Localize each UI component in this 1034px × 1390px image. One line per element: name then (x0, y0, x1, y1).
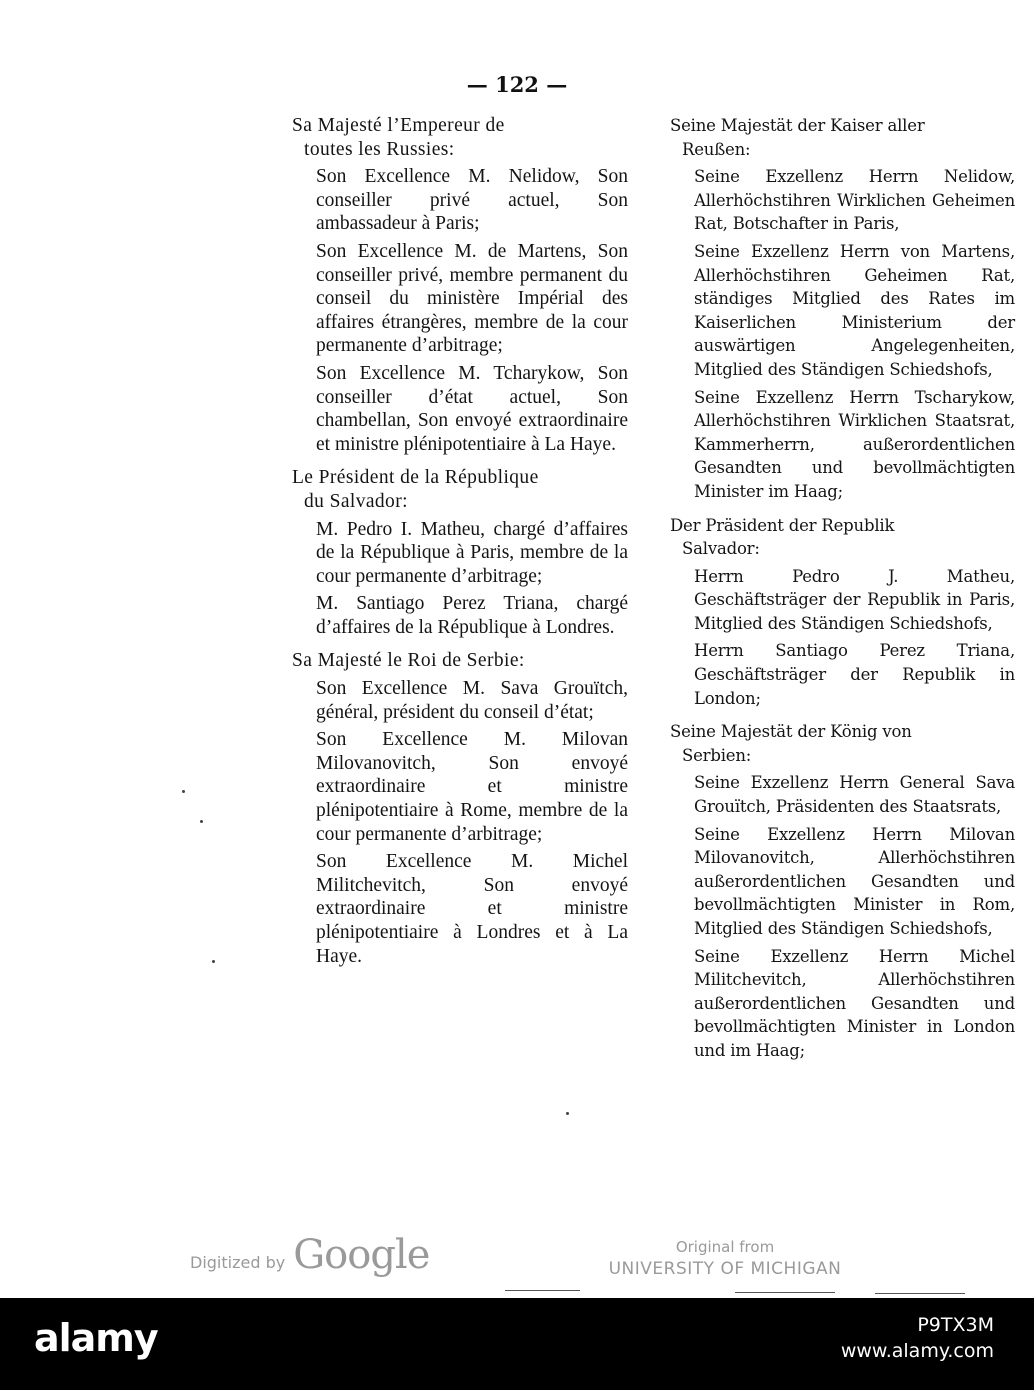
list-item: Seine Exzellenz Herrn Milovan Milovanovitch, Allerhöchstihren außerordentlichen Gesandten und bevollmächtigten Minister in Rom, Mitglied des Ständigen Schiedshofs, (694, 824, 1015, 938)
section-heading: Sa Majesté l’Empereur de toutes les Russies: (292, 115, 505, 160)
list-item: M. Santiago Perez Triana, chargé d’affaires de la République à Londres. (316, 593, 628, 638)
alamy-logo: alamy (34, 1316, 158, 1360)
scan-speck (212, 960, 215, 963)
section-heading: Der Präsident der Republik Salvador: (670, 515, 895, 559)
german-section-salvador (670, 514, 1015, 711)
section-heading: Le Président de la République du Salvador: (292, 467, 539, 512)
original-from (560, 1237, 890, 1281)
french-section-serbia (292, 649, 628, 968)
section-heading: Sa Majesté le Roi de Serbie: (292, 650, 525, 672)
scan-edge-line (875, 1293, 965, 1294)
french-section-russia (292, 114, 628, 456)
french-section-salvador (292, 466, 628, 639)
page-number: — 122 — (466, 72, 568, 97)
watermark-info (841, 1312, 994, 1364)
german-section-serbia (670, 720, 1015, 1062)
french-column (292, 114, 628, 978)
list-item: Herrn Santiago Perez Triana, Geschäftsträger der Republik in London; (694, 641, 1015, 708)
watermark-url: www.alamy.com (840, 1340, 994, 1362)
list-item: M. Pedro I. Matheu, chargé d’affaires de la République à Paris, membre de la cour permanente d’arbitrage; (316, 518, 628, 587)
google-logo: Google (293, 1232, 430, 1278)
list-item: Seine Exzellenz Herrn Tscharykow, Allerhöchstihren Wirklichen Staatsrat, Kammerherrn, außerordentlichen Gesandten und bevollmächtigten Minister im Haag; (694, 387, 1015, 501)
list-item: Son Excellence M. Tcharykow, Son conseiller d’état actuel, Son chambellan, Son envoyé extraordinaire et ministre plénipotentiaire à La Haye. (316, 362, 628, 455)
list-item: Son Excellence M. Milovan Milovanovitch, Son envoyé extraordinaire et ministre plénipotentiaire à Rome, membre de la cour permanente d’arbitrage; (316, 729, 628, 845)
section-heading: Seine Majestät der Kaiser aller Reußen: (670, 116, 925, 159)
digitized-by-google (190, 1232, 429, 1278)
scan-edge-line (505, 1290, 580, 1291)
list-item: Seine Exzellenz Herrn General Sava Grouïtch, Präsidenten des Staatsrats, (694, 773, 1015, 817)
scan-edge-line (735, 1292, 835, 1293)
scan-speck (182, 790, 185, 793)
original-from-label: Original from (675, 1238, 775, 1256)
german-section-russia (670, 114, 1015, 504)
list-item: Son Excellence M. Nelidow, Son conseiller privé actuel, Son ambassadeur à Paris; (316, 166, 628, 235)
list-item: Seine Exzellenz Herrn Nelidow, Allerhöchstihren Wirklichen Geheimen Rat, Botschafter in Paris, (694, 167, 1015, 234)
section-heading: Seine Majestät der König von Serbien: (670, 722, 912, 765)
list-item: Seine Exzellenz Herrn Michel Militchevitch, Allerhöchstihren außerordentlichen Gesandten und bevollmächtigten Minister in London und im Haag; (694, 946, 1015, 1060)
german-column (670, 114, 1015, 1073)
image-id: P9TX3M (917, 1314, 994, 1336)
scan-speck (200, 820, 203, 823)
list-item: Son Excellence M. Sava Grouïtch, général, président du conseil d’état; (316, 678, 628, 723)
list-item: Herrn Pedro J. Matheu, Geschäftsträger der Republik in Paris, Mitglied des Ständigen Schiedshofs, (694, 566, 1015, 633)
list-item: Son Excellence M. Michel Militchevitch, Son envoyé extraordinaire et ministre plénipotentiaire à Londres et à La Haye. (316, 851, 628, 967)
digitized-by-label: Digitized by (190, 1253, 286, 1272)
scan-speck (566, 1112, 569, 1115)
university-label: UNIVERSITY OF MICHIGAN (608, 1259, 842, 1279)
list-item: Seine Exzellenz Herrn von Martens, Allerhöchstihren Geheimen Rat, ständiges Mitglied des Rates im Kaiserlichen Ministerium der auswärtigen Angelegenheiten, Mitglied des Ständigen Schiedshofs, (694, 241, 1015, 379)
list-item: Son Excellence M. de Martens, Son conseiller privé, membre permanent du conseil du ministère Impérial des affaires étrangères, membre de la cour permanente d’arbitrage; (316, 240, 628, 357)
